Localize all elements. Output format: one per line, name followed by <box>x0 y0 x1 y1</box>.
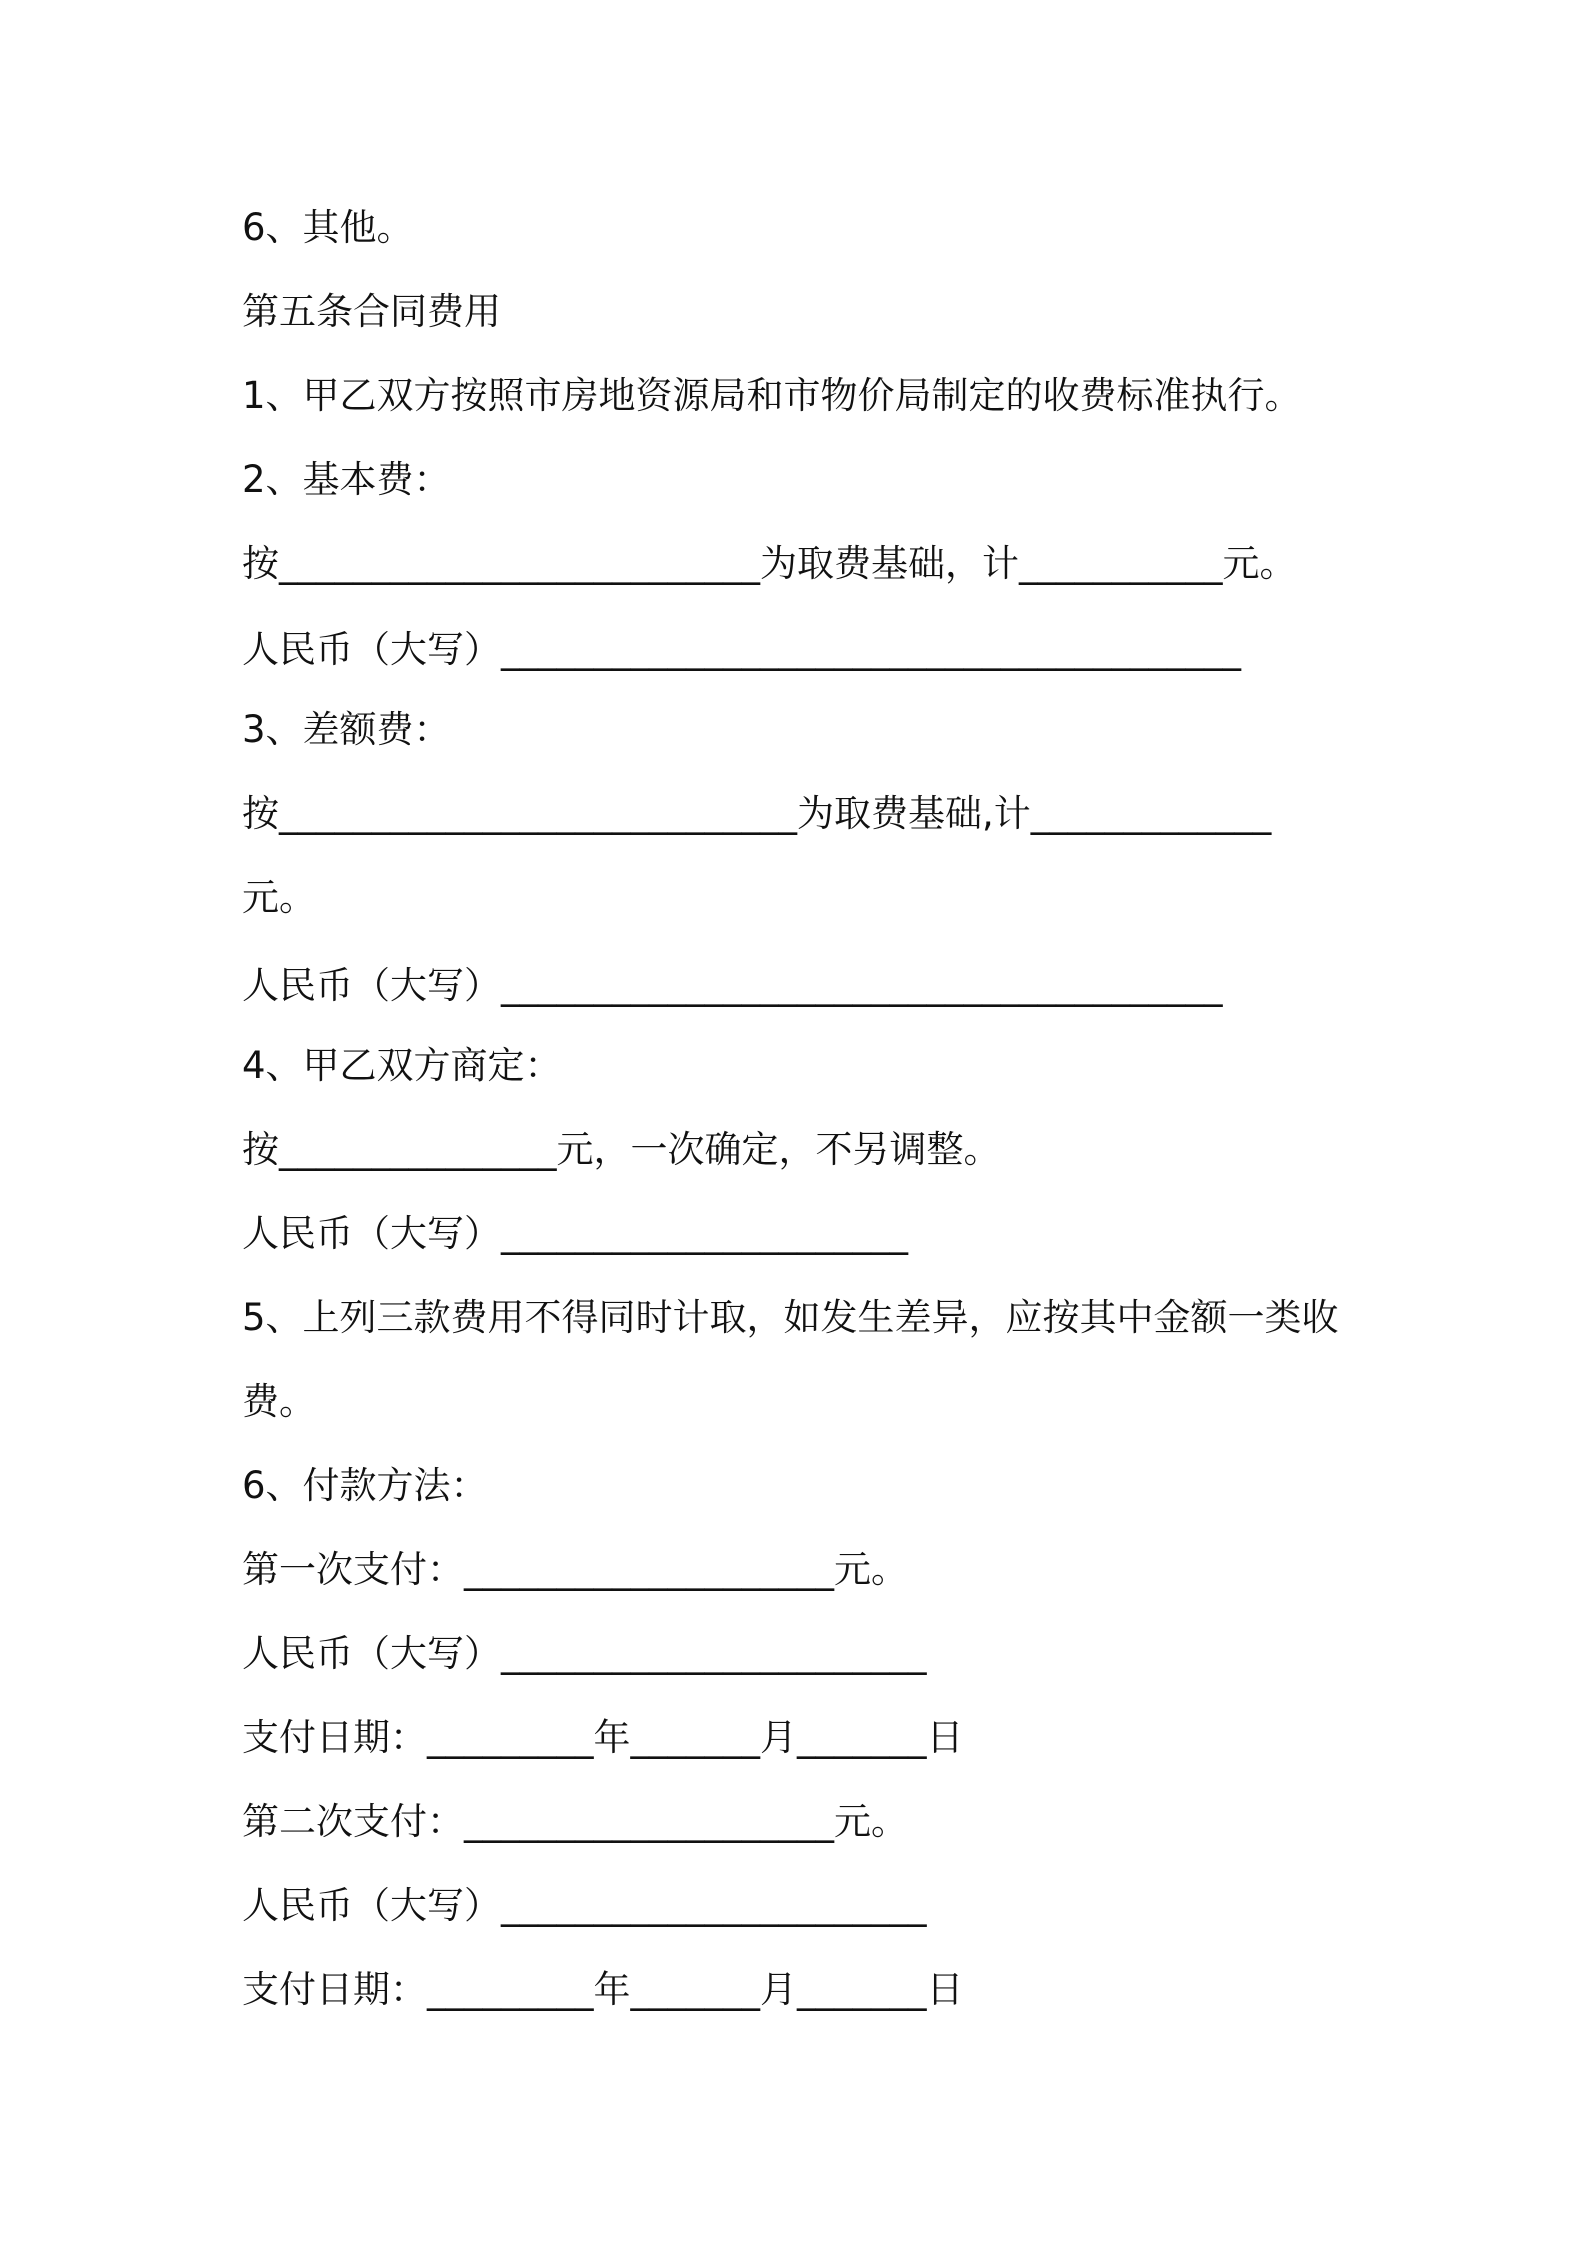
fill-line-difference-fee-unit: 元。 <box>242 876 316 919</box>
fill-line-difference-fee-rmb: 人民币（大写）_______________________________________ <box>242 964 1223 1007</box>
clause-line-other: 6、其他。 <box>242 206 414 249</box>
clause-line-fee-rule: 5、上列三款费用不得同时计取，如发生差异，应按其中金额一类收 <box>242 1296 1339 1339</box>
fill-line-agreed-fee-rmb: 人民币（大写）______________________ <box>242 1212 908 1255</box>
fill-line-first-payment-rmb: 人民币（大写）_______________________ <box>242 1632 927 1675</box>
fill-line-first-payment-date: 支付日期：_________年_______月_______日 <box>242 1716 964 1759</box>
fill-line-second-payment-date: 支付日期：_________年_______月_______日 <box>242 1968 964 2011</box>
fill-line-agreed-fee-amount: 按_______________元，一次确定，不另调整。 <box>242 1128 1001 1171</box>
clause-line-fee-standard: 1、甲乙双方按照市房地资源局和市物价局制定的收费标准执行。 <box>242 374 1302 417</box>
clause-line-basic-fee: 2、基本费： <box>242 458 451 501</box>
fill-line-difference-fee-basis: 按____________________________为取费基础,计_____________ <box>242 792 1272 835</box>
fill-line-basic-fee-basis: 按__________________________为取费基础，计___________元。 <box>242 542 1297 585</box>
fill-line-basic-fee-rmb: 人民币（大写）________________________________________ <box>242 628 1241 671</box>
clause-line-difference-fee: 3、差额费： <box>242 708 451 751</box>
clause-line-agreed-fee: 4、甲乙双方商定： <box>242 1044 562 1087</box>
fill-line-second-payment-rmb: 人民币（大写）_______________________ <box>242 1884 927 1927</box>
clause-line-fee-rule-cont: 费。 <box>242 1380 316 1423</box>
fill-line-first-payment: 第一次支付：____________________元。 <box>242 1548 908 1591</box>
fill-line-second-payment: 第二次支付：____________________元。 <box>242 1800 908 1843</box>
section-heading-contract-fees: 第五条合同费用 <box>242 290 501 333</box>
clause-line-payment-method: 6、付款方法： <box>242 1464 488 1507</box>
